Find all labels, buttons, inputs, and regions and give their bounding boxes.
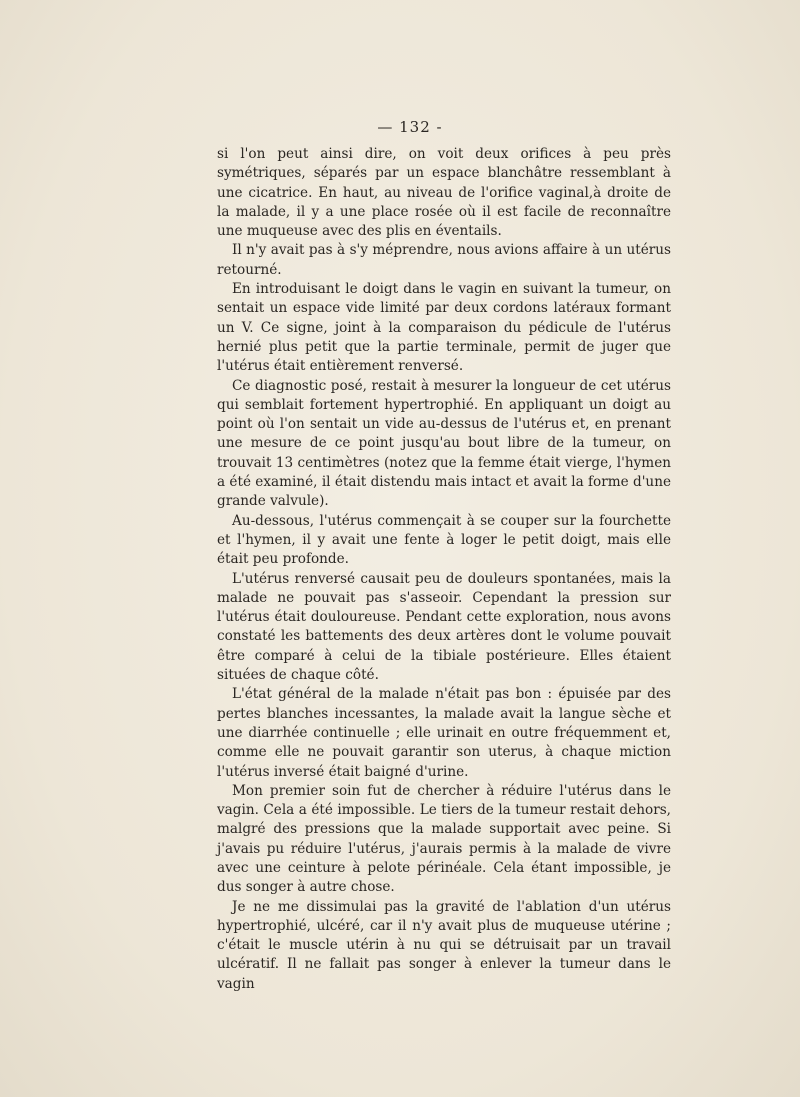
paragraph: Il n'y avait pas à s'y méprendre, nous avions affaire à un utérus retourné. bbox=[217, 242, 671, 278]
paragraph: L'utérus renversé causait peu de douleurs spontanées, mais la malade ne pouvait pas s'asseoir. Cependant la pression sur l'utérus était douloureuse. Pendant cette exploration, nous avons constaté les battements des deux artères dont le volume pouvait être comparé à celui de la tibiale postérieure. Elles étaient situées de chaque côté. bbox=[217, 570, 671, 684]
body-text bbox=[217, 145, 671, 994]
paragraph: Ce diagnostic posé, restait à mesurer la longueur de cet utérus qui semblait fortement hypertrophié. En appliquant un doigt au point où l'on sentait un vide au-dessus de l'utérus et, en prenant une mesure de ce point jusqu'au bout libre de la tumeur, on trouvait 13 centimètres (notez que la femme était vierge, l'hymen a été examiné, il était distendu mais intact et avait la forme d'une grande valvule). bbox=[217, 377, 671, 510]
paragraph: si l'on peut ainsi dire, on voit deux orifices à peu près symétriques, séparés par un espace blanchâtre ressemblant à une cicatrice. En haut, au niveau de l'orifice vaginal,à droite de la malade, il y a une place rosée où il est facile de reconnaître une muqueuse avec des plis en éventails. bbox=[217, 146, 671, 240]
paragraph: L'état général de la malade n'était pas bon : épuisée par des pertes blanches incessantes, la malade avait la langue sèche et une diarrhée continuelle ; elle urinait en outre fréquemment et, comme elle ne pouvait garantir son uterus, à chaque miction l'utérus inversé était baigné d'urine. bbox=[217, 686, 671, 780]
paragraph: Au-dessous, l'utérus commençait à se couper sur la fourchette et l'hymen, il y avait une fente à loger le petit doigt, mais elle était peu profonde. bbox=[217, 512, 671, 568]
paragraph: Mon premier soin fut de chercher à réduire l'utérus dans le vagin. Cela a été impossible. Le tiers de la tumeur restait dehors, malgré des pressions que la malade supportait avec peine. Si j'avais pu réduire l'utérus, j'aurais permis à la malade de vivre avec une ceinture à pelote périnéale. Cela étant impossible, je dus songer à autre chose. bbox=[217, 782, 671, 896]
paragraph: Je ne me dissimulai pas la gravité de l'ablation d'un utérus hypertrophié, ulcéré, car il n'y avait plus de muqueuse utérine ; c'était le muscle utérin à nu qui se détruisait par un travail ulcératif. Il ne fallait pas songer à enlever la tumeur dans le vagin bbox=[217, 898, 671, 992]
paragraph: En introduisant le doigt dans le vagin en suivant la tumeur, on sentait un espace vide limité par deux cordons latéraux formant un V. Ce signe, joint à la comparaison du pédicule de l'utérus hernié plus petit que la partie terminale, permit de juger que l'utérus était entièrement renversé. bbox=[217, 281, 671, 375]
page-number: — 132 - bbox=[377, 118, 443, 136]
